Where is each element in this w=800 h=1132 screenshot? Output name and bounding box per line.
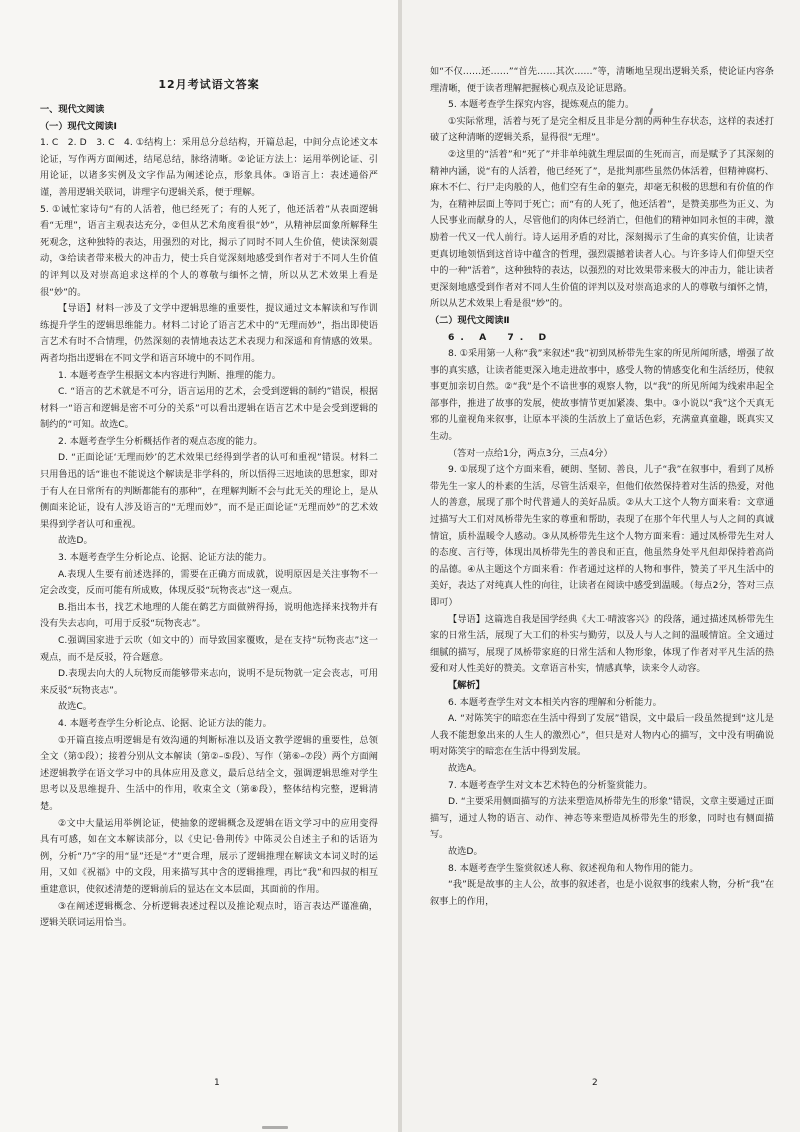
q2-explanation: D. “正面论证‘无理而妙’的艺术效果已经得到学者的认可和重视”错误。材料二只用鲁迅的话“谁也不能说这个解读是非学科的，所以悟得三迟地读的思想家，即对于有人在日常所有的判断都能有的那种”，在理解判断不会与此无关的理论上，是从侧面来论证，设有人涉及语言的“无理而妙”，而不是正面论证“无理而妙”的艺术效果得到学者认可和重视。 <box>40 452 378 530</box>
a8-heading: 8. 本题考查学生鉴赏叙述人称、叙述视角和人物作用的能力。 <box>448 862 699 874</box>
answer-5: 5. ①诫忙家诗句“有的人活着，他已经死了；有的人死了，他还活着”从表面逻辑看“无理”，语言主观表达充分，②但从艺术角度看很“妙”，从精神层面象所解释生死观念，这种独特的表达，用强烈的对比，揭示了同时不同人生价值，使读深刻震动，③给读者带来极大的冲击力，使士兵自觉深刻地感受到作者对于不同人生价值的评判以及对崇高追求这样的个人的尊敬与缅怀之情，所以从艺术效果上看是很“妙”的。 <box>40 203 378 298</box>
q3-option-a: A.表现人生要有前述选择的，需要在正确方而成就，说明原因是关注事物不一定会改变，反而可能有所成败，体现反驳“玩物丧志”这一观点。 <box>40 568 378 597</box>
q3-option-b: B.指出本书，找艺术地理的人能在鹤艺方面做辨得扬，说明他选择来找物并有没有失去志向，可用于反驳“玩物丧志”。 <box>40 601 378 630</box>
q3-option-c: C.强调国家进于云吹（如文中的）而导致国家覆败，是在支持“玩物丧志”这一观点，而不是反驳，符合题意。 <box>40 635 378 663</box>
answers-6-7: 6. A 7. D <box>448 331 553 343</box>
answer-8-score: （答对一点给1分，两点3分，三点4分） <box>448 447 613 459</box>
q2-heading: 2. 本题考查学生分析概括作者的观点态度的能力。 <box>58 435 263 447</box>
guide-paragraph: 【导语】材料一涉及了文学中逻辑思维的重要性，提议通过文本解读和写作训练提升学生的逻辑思维能力。材料二讨论了语言艺术中的“无理而妙”，指出即使语言艺术有时不合情理，仍然深刻的表情地表达艺术表现力和深遥和育情感的效果。两者均指出逻辑在不同文学和语言环境中的不同作用。 <box>40 303 378 364</box>
page-number-2: 2 <box>592 1078 598 1088</box>
q3-option-d: D.表现去向大的人玩物反而能够带来志向，说明不是玩物就一定会丧志，可用来反驳“玩物丧志”。 <box>40 668 378 696</box>
analysis-heading: 【解析】 <box>448 679 485 691</box>
guide-paragraph-2: 【导语】这篇选自我是国学经典《大工·晴波客兴》的段落，通过描述凤桥带先生家的日常生活，展现了大工们的朴实与勤劳，以及人与人之间的温暖情谊。全文通过细腻的描写，展现了凤桥带家庭的日常生活和人物形象，体现了作者对平凡生活的热爱和对人性美好的赞美。文章语言朴实，情感真挚，读来令人动容。 <box>430 613 774 675</box>
q4-heading: 4. 本题考查学生分析论点、论据、论证方法的能力。 <box>58 717 272 729</box>
scan-mark-bottom <box>262 1126 288 1129</box>
a7-heading: 7. 本题考查学生对文本艺术特色的分析鉴赏能力。 <box>448 779 653 791</box>
answer-9: 9. ①展现了这个方面来看，硬朗、坚韧、善良，儿子“我”在叙事中，看到了凤桥带先生一家人的朴素的生活，尽管生活艰辛，但他们依然保持着对生活的热爱，对他人的善意，展现了那个时代普通人的美好品质。②从大工这个人物方面来看：文章通过描写大工们对凤桥带先生家的尊重和帮助，表现了在那个年代里人与人之间的真诚情谊，质朴温暖令人感动。③从凤桥带先生这个人物方面来看：通过凤桥带先生对人的态度、言行等，体现出凤桥带先生的善良和正直，他虽然身处平凡但却保持着高尚的品德。④从主题这个方面来看：作者通过这样的人物和事件，赞美了平凡生活中的美好，表达了对纯真人性的向往，让读者在阅读中感受到温暖。（每点2分，答对三点即可） <box>430 464 774 608</box>
page-2 <box>402 0 800 1132</box>
q4-point-2: ②文中大量运用举例论证，使抽象的逻辑概念及逻辑在语文学习中的应用变得具有可感，如在文本解读部分，以《史记·鲁荆传》中陈灵公自述主子和的话语为例，分析“乃”字的用“显”还是“才”更合理，展示了逻辑推理在解读文本词义时的运用，又如《祝福》中的文段，用来描写其中含的逻辑推理，再比“我”和四叔的相互重建意识，使叙述清楚的逻辑前后的显达在文本层面，其面前的作用。 <box>40 817 378 895</box>
q4-continuation: 如“不仅……还……”“首先……其次……”等，清晰地呈现出逻辑关系，使论证内容条理清晰，便于读者理解把握核心观点及论证思路。 <box>430 66 774 94</box>
q1-explanation: C. “语言的艺术就是不可分，语言运用的艺术，会受到逻辑的制约”错误，根据材料一“语言和逻辑是密不可分的关系”可以看出逻辑在语言艺术中是会受到逻辑的制约的“可知。故选C。 <box>40 386 378 431</box>
answers-1-4: 1. C 2. D 3. C 4. ①结构上：采用总分总结构，开篇总起，中间分点论述文本论证，写作两方面阐述，结尾总结，脉络清晰。②论证方法上：运用举例论证、引用论证，以诸多实例及文字作品为阐述论点，形象具体。③语言上：表述通俗严谨，善用逻辑关联词，讲理字句逻辑关系，便于理解。 <box>40 137 378 198</box>
subsection-heading-2: （二）现代文阅读Ⅱ <box>430 314 510 326</box>
q5-point-1: ①实际常理，活着与死了是完全相反且非是分割的两种生存状态，这样的表述打破了这种清晰的逻辑关系，显得很“无理”。 <box>430 115 774 144</box>
a8-explanation: “我”既是故事的主人公，故事的叙述者，也是小说叙事的线索人物，分析“我”在叙事上的作用， <box>430 879 774 907</box>
q3-answer: 故选C。 <box>58 701 92 713</box>
a7-answer: 故选D。 <box>448 845 483 857</box>
q1-heading: 1. 本题考查学生根据文本内容进行判断、推理的能力。 <box>58 369 281 381</box>
q5-point-2: ②这里的“活着”和“死了”并非单纯就生理层面的生死而言，而是赋予了其深刻的精神内涵，说“有的人活着，他已经死了”，是批判那些虽然仍体活着，但精神腐朽、麻木不仁、行尸走肉般的人，他们空有生命的躯壳，却毫无积极的思想和有价值的作为，在精神层面上等同于死亡；而“有的人死了，他还活着”，是赞美那些为正义、为人民事业而献身的人，尽管他们的肉体已经消亡，但他们的精神如同永恒的丰碑，激励着一代又一代人前行。诗人运用矛盾的对比，深刻揭示了生命的真实价值，让读者更真切地领悟到这首诗中蕴含的哲理，强烈震撼着读者人心。与许多诗人们仰望天空中的一种“活着”，这种独特的表达，以强烈的对比效果带来极大的冲击力，能让读者更深刻地感受到作者对不同人生价值的评判以及对崇高追求的人的尊敬与缅怀之情，所以从艺术效果上看是很“妙”的。 <box>430 148 774 310</box>
a6-answer: 故选A。 <box>448 762 482 774</box>
page-2-content <box>430 64 774 910</box>
q5-heading: 5. 本题考查学生探究内容，提炼观点的能力。 <box>448 99 635 111</box>
q4-point-1: ①开篇直接点明逻辑是有效沟通的判断标准以及语文教学逻辑的重要性，总领全文（第①段）；接着分别从文本解读（第②–⑤段）、写作（第⑥–⑦段）两个方面阐述逻辑教学在语文学习中的具体应用及意义，最后总结全文，强调逻辑思维对学生思考以及思维提升、生活中的作用，收束全文（第⑧段），整体结构完整，逻辑清楚。 <box>40 734 378 812</box>
a6-heading: 6. 本题考查学生对文本相关内容的理解和分析能力。 <box>448 696 662 708</box>
page-1-content <box>40 76 378 932</box>
q2-answer: 故选D。 <box>58 535 93 547</box>
page-1 <box>0 0 398 1132</box>
answer-8: 8. ①采用第一人称“我”来叙述“我”初到凤桥带先生家的所见所闻所感，增强了故事的真实感，让读者能更深入地走进故事中，感受人物的情感变化和生活经历，使叙事更加亲切自然。②“我”是个不谙世事的观察人物，以“我”的所见所闻为线索串起全部事件，推进了故事的发展，使故事情节更加紧凑、集中。③小说以“我”这个天真无邪的儿童视角来叙事，让原本平淡的生活放上了童话色彩，充满童真童趣，既真实又生动。 <box>430 348 774 443</box>
section-heading: 一、现代文阅读 <box>40 104 105 115</box>
document-title: 12月考试语文答案 <box>158 78 260 91</box>
q3-heading: 3. 本题考查学生分析论点、论据、论证方法的能力。 <box>58 552 272 564</box>
a6-explanation: A. “对陈笑宇的暗恋在生活中得到了发展”错误，文中最后一段虽然提到“这儿是人我不能想象出来的人生人的激烈心”，但只是对人物内心的描写，文中没有明确说明对陈笑宇的暗恋在生活中得到发展。 <box>430 713 774 758</box>
a7-explanation: D. “主要采用侧面描写的方法来塑造凤桥带先生的形象”错误，文章主要通过正面描写，通过人物的语言、动作、神态等来塑造凤桥带先生的形象，同时也有侧面描写。 <box>430 796 774 841</box>
q4-point-3: ③在阐述逻辑概念、分析逻辑表述过程以及推论观点时，语言表达严谨准确，逻辑关联词运用恰当。 <box>40 900 378 929</box>
page-number-1: 1 <box>214 1078 220 1088</box>
subsection-heading: （一）现代文阅读Ⅰ <box>40 120 117 132</box>
